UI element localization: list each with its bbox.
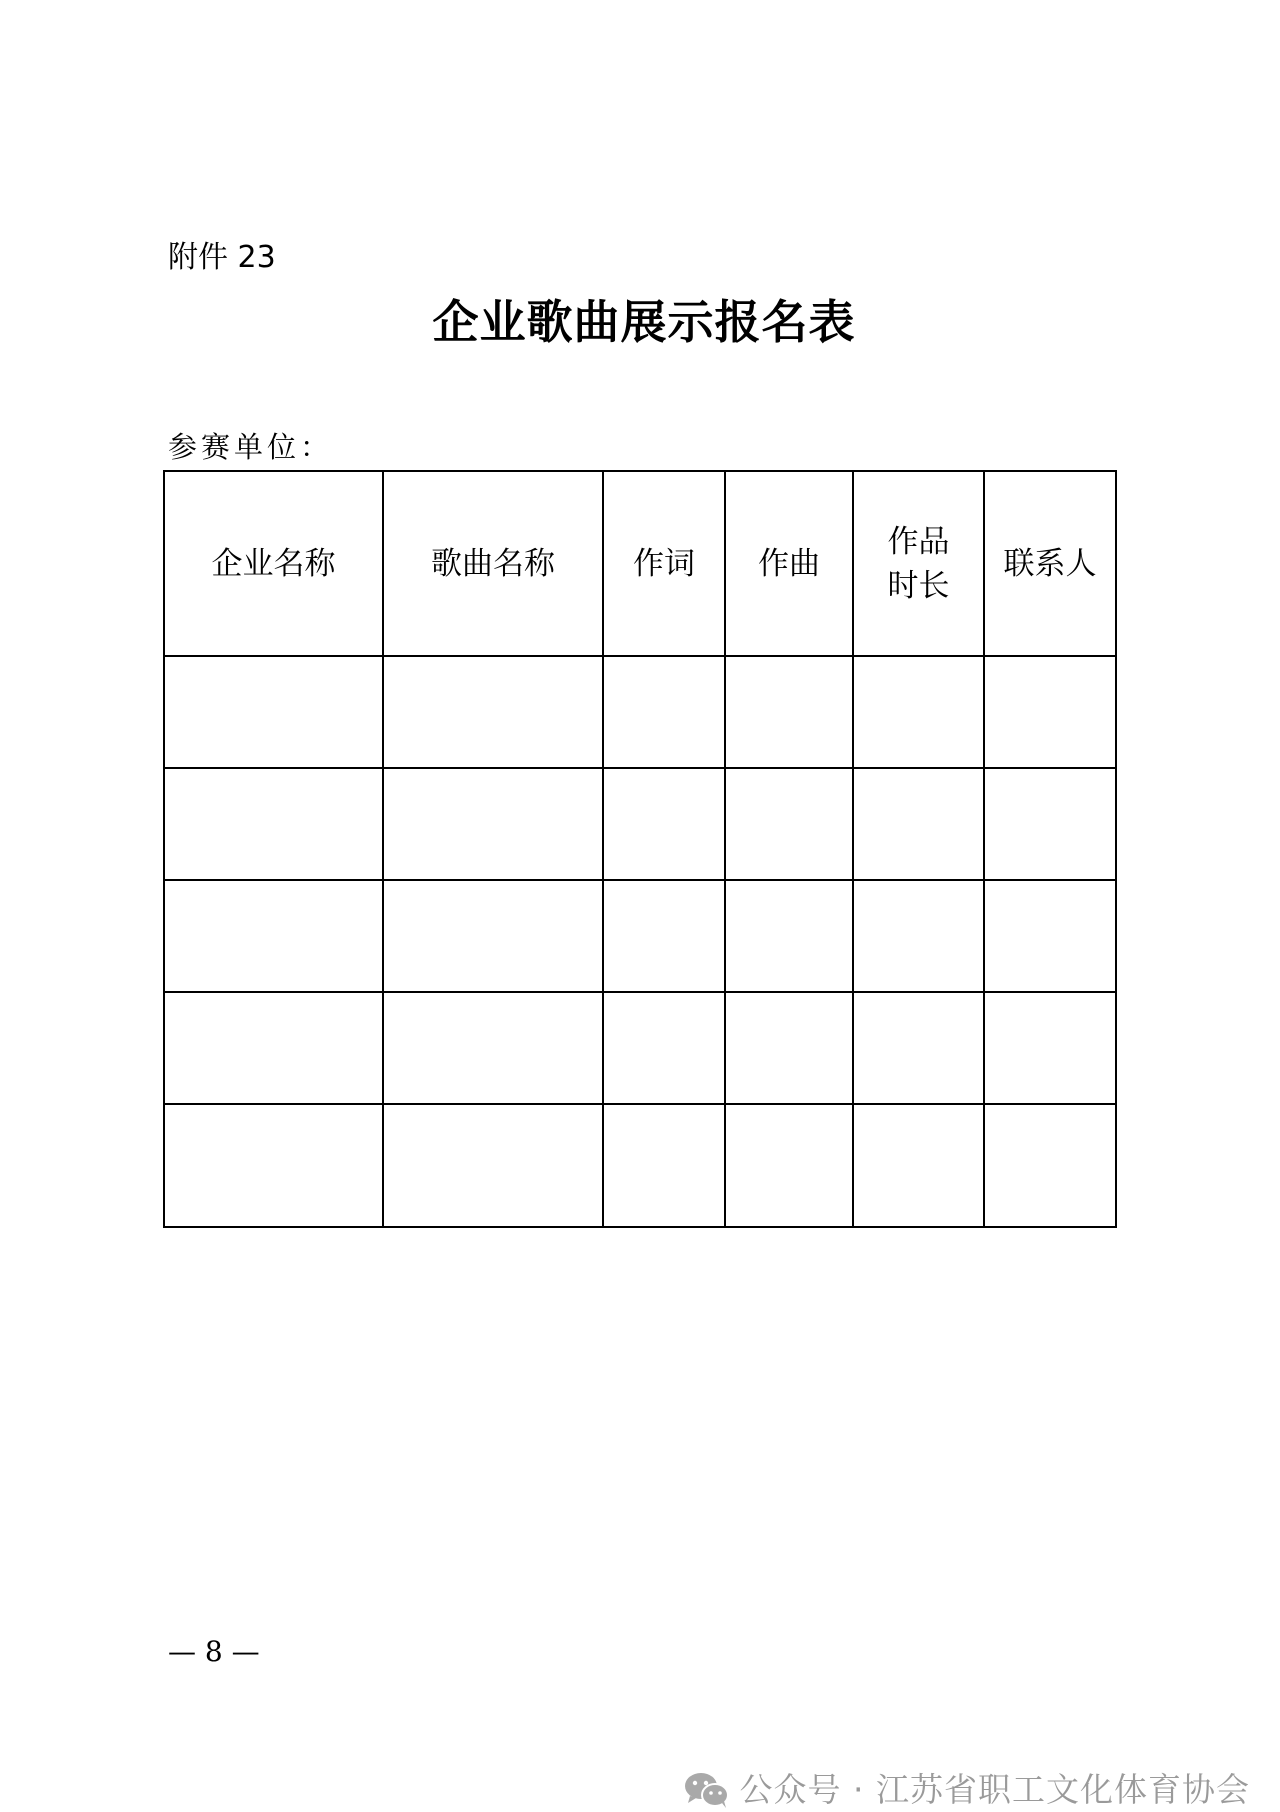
header-contact: 联系人 xyxy=(984,471,1116,656)
table-cell[interactable] xyxy=(853,768,984,880)
table-cell[interactable] xyxy=(984,880,1116,992)
page-number: — 8 — xyxy=(168,1635,260,1668)
table-cell[interactable] xyxy=(383,1104,603,1227)
table-cell[interactable] xyxy=(164,992,383,1104)
table-cell[interactable] xyxy=(984,768,1116,880)
table-row xyxy=(164,992,1116,1104)
header-row xyxy=(164,471,1116,656)
table-cell[interactable] xyxy=(725,1104,853,1227)
table-cell[interactable] xyxy=(164,656,383,768)
table-cell[interactable] xyxy=(383,768,603,880)
wechat-icon xyxy=(682,1770,732,1810)
table-row xyxy=(164,880,1116,992)
table-cell[interactable] xyxy=(383,656,603,768)
table-cell[interactable] xyxy=(725,880,853,992)
registration-table xyxy=(163,470,1117,1228)
table-cell[interactable] xyxy=(383,880,603,992)
document-title: 企业歌曲展示报名表 xyxy=(432,295,856,349)
header-duration xyxy=(853,471,984,656)
table-cell[interactable] xyxy=(725,656,853,768)
table-cell[interactable] xyxy=(383,992,603,1104)
table-cell[interactable] xyxy=(603,880,725,992)
table-cell[interactable] xyxy=(164,1104,383,1227)
attachment-label: 附件 23 xyxy=(168,240,276,275)
header-lyricist: 作词 xyxy=(603,471,725,656)
table-cell[interactable] xyxy=(853,880,984,992)
table-cell[interactable] xyxy=(164,768,383,880)
header-company-name: 企业名称 xyxy=(164,471,383,656)
header-song-name: 歌曲名称 xyxy=(383,471,603,656)
table-cell[interactable] xyxy=(725,768,853,880)
table-cell[interactable] xyxy=(603,656,725,768)
table-cell[interactable] xyxy=(603,768,725,880)
table-cell[interactable] xyxy=(984,992,1116,1104)
table-cell[interactable] xyxy=(984,1104,1116,1227)
table-cell[interactable] xyxy=(164,880,383,992)
table-row xyxy=(164,1104,1116,1227)
table-cell[interactable] xyxy=(725,992,853,1104)
table-cell[interactable] xyxy=(603,992,725,1104)
header-composer: 作曲 xyxy=(725,471,853,656)
table-cell[interactable] xyxy=(853,1104,984,1227)
table-cell[interactable] xyxy=(853,656,984,768)
header-duration-label: 作品时长 xyxy=(887,523,950,604)
watermark xyxy=(682,1768,1250,1812)
participating-unit-label: 参赛单位： xyxy=(168,430,334,464)
table-row xyxy=(164,768,1116,880)
table-cell[interactable] xyxy=(853,992,984,1104)
table-cell[interactable] xyxy=(603,1104,725,1227)
watermark-text: 公众号 · 江苏省职工文化体育协会 xyxy=(739,1770,1250,1809)
table-row xyxy=(164,656,1116,768)
table-cell[interactable] xyxy=(984,656,1116,768)
